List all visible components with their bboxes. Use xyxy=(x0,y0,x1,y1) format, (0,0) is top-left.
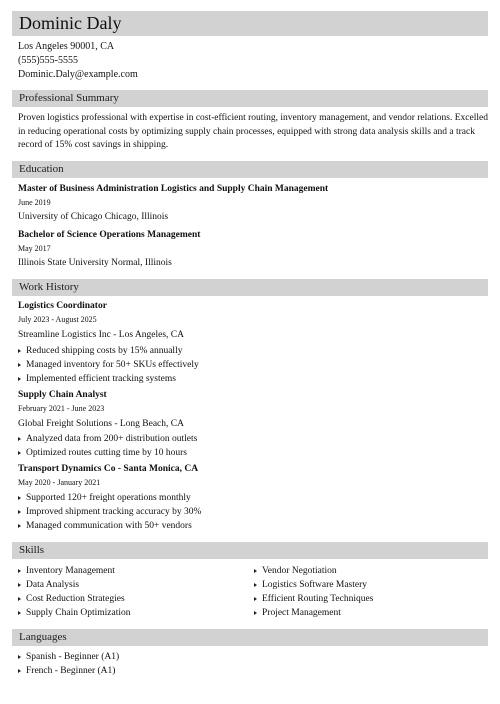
skill-item: Vendor Negotiation xyxy=(254,565,337,578)
contact-phone: (555)555-5555 xyxy=(18,55,78,66)
languages-section-header xyxy=(12,629,488,646)
summary-text: Proven logistics professional with expertise in cost-efficient routing, inventory management, and vendor relations. Excelled in reducing operational costs by optimizing supply chain processes, equipped with strong data analysis skills and a track record of 15% cost savings in shipping. xyxy=(18,113,488,150)
job-bullet: Improved shipment tracking accuracy by 30% xyxy=(18,506,201,519)
skills-section-title: Skills xyxy=(19,544,45,556)
degree-title: Master of Business Administration Logistics and Supply Chain Management xyxy=(18,184,329,194)
job-bullet: Supported 120+ freight operations monthly xyxy=(18,492,191,505)
job-dates: July 2023 - August 2025 xyxy=(18,315,97,324)
contact-address: Los Angeles 90001, CA xyxy=(18,41,115,52)
skill-item: Inventory Management xyxy=(18,565,115,578)
education-section-title: Education xyxy=(19,163,64,175)
degree-date: June 2019 xyxy=(18,198,51,207)
job-title: Logistics Coordinator xyxy=(18,301,107,311)
job-bullet: Managed inventory for 50+ SKUs effectively xyxy=(18,359,199,372)
degree-title: Bachelor of Science Operations Management xyxy=(18,230,201,240)
name-header xyxy=(12,11,488,36)
skill-item: Data Analysis xyxy=(18,579,79,592)
job-dates: May 2020 - January 2021 xyxy=(18,478,101,487)
job-bullet: Reduced shipping costs by 15% annually xyxy=(18,345,182,358)
education-section-header xyxy=(12,161,488,178)
candidate-name: Dominic Daly xyxy=(19,13,122,33)
job-bullet: Implemented efficient tracking systems xyxy=(18,373,176,386)
school-name: Illinois State University Normal, Illinois xyxy=(18,258,172,268)
skill-item: Project Management xyxy=(254,607,341,620)
skill-item: Logistics Software Mastery xyxy=(254,579,367,592)
summary-section-header xyxy=(12,90,488,107)
skill-item: Efficient Routing Techniques xyxy=(254,593,373,606)
language-item: French - Beginner (A1) xyxy=(18,665,115,678)
summary-section-title: Professional Summary xyxy=(19,92,119,104)
work-section-title: Work History xyxy=(19,281,79,293)
job-bullet: Analyzed data from 200+ distribution outlets xyxy=(18,433,197,446)
job-dates: February 2021 - June 2023 xyxy=(18,404,105,413)
job-company: Global Freight Solutions - Long Beach, CA xyxy=(18,419,184,429)
job-title: Supply Chain Analyst xyxy=(18,390,107,400)
job-bullet: Managed communication with 50+ vendors xyxy=(18,520,192,533)
degree-date: May 2017 xyxy=(18,244,51,253)
job-title: Transport Dynamics Co - Santa Monica, CA xyxy=(18,464,199,474)
school-name: University of Chicago Chicago, Illinois xyxy=(18,212,169,222)
job-company: Streamline Logistics Inc - Los Angeles, CA xyxy=(18,330,184,340)
skills-section-header xyxy=(12,542,488,559)
job-bullet: Optimized routes cutting time by 10 hours xyxy=(18,447,187,460)
skill-item: Supply Chain Optimization xyxy=(18,607,131,620)
languages-section-title: Languages xyxy=(19,631,67,643)
work-section-header xyxy=(12,279,488,296)
skill-item: Cost Reduction Strategies xyxy=(18,593,125,606)
language-item: Spanish - Beginner (A1) xyxy=(18,651,119,664)
contact-email: Dominic.Daly@example.com xyxy=(18,69,138,80)
